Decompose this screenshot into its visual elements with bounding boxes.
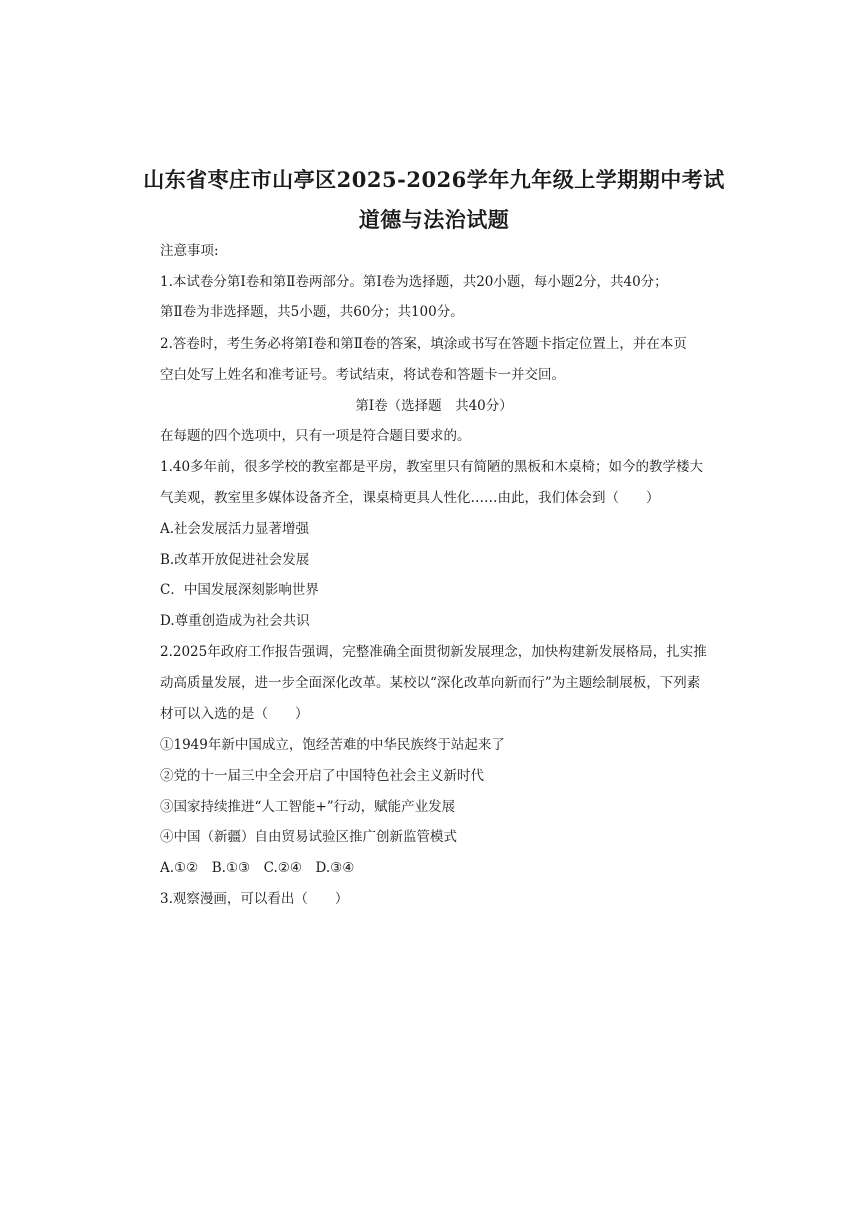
- question-2-options: A.①② B.①③ C.②④ D.③④: [160, 860, 355, 876]
- question-2-item-4: ④中国（新疆）自由贸易试验区推广创新监管模式: [160, 829, 457, 845]
- section-heading: 第Ⅰ卷（选择题 共40分）: [355, 398, 513, 414]
- question-2-item-3: ③国家持续推进“人工智能+”行动，赋能产业发展: [160, 799, 456, 815]
- question-2-stem-line-3: 材可以入选的是（ ）: [160, 706, 309, 722]
- question-2-stem-line-1: 2.2025年政府工作报告强调，完整准确全面贯彻新发展理念，加快构建新发展格局，扎实推: [160, 644, 707, 660]
- exam-title: 山东省枣庄市山亭区2025-2026学年九年级上学期期中考试: [143, 167, 725, 192]
- question-2-item-2: ②党的十一届三中全会开启了中国特色社会主义新时代: [160, 768, 484, 784]
- question-1-option-c: C．中国发展深刻影响世界: [160, 582, 319, 598]
- question-1-option-b: B.改革开放促进社会发展: [160, 552, 310, 568]
- notice-item-2-line-1: 2.答卷时，考生务必将第Ⅰ卷和第Ⅱ卷的答案，填涂或书写在答题卡指定位置上，并在本页: [160, 336, 687, 352]
- question-3-stem: 3.观察漫画，可以看出（ ）: [160, 891, 349, 907]
- question-1-option-a: A.社会发展活力显著增强: [160, 521, 310, 537]
- question-2-item-1: ①1949年新中国成立，饱经苦难的中华民族终于站起来了: [160, 737, 505, 753]
- notice-item-2-line-2: 空白处写上姓名和准考证号。考试结束，将试卷和答题卡一并交回。: [160, 367, 565, 383]
- question-1-stem-line-2: 气美观，教室里多媒体设备齐全，课桌椅更具人性化……由此，我们体会到（ ）: [160, 490, 660, 506]
- exam-subtitle: 道德与法治试题: [358, 207, 510, 232]
- question-1-option-d: D.尊重创造成为社会共识: [160, 613, 310, 629]
- notice-heading: 注意事项:: [160, 243, 219, 259]
- notice-item-1-line-1: 1.本试卷分第Ⅰ卷和第Ⅱ卷两部分。第Ⅰ卷为选择题，共20小题，每小题2分，共40分；: [160, 274, 668, 290]
- notice-item-1-line-2: 第Ⅱ卷为非选择题，共5小题，共60分；共100分。: [160, 304, 464, 320]
- question-1-stem-line-1: 1.40多年前，很多学校的教室都是平房，教室里只有简陋的黑板和木桌椅；如今的教学楼大: [160, 459, 704, 475]
- question-2-stem-line-2: 动高质量发展，进一步全面深化改革。某校以“深化改革向新而行”为主题绘制展板，下列素: [160, 675, 701, 691]
- section-instruction: 在每题的四个选项中，只有一项是符合题目要求的。: [160, 428, 471, 444]
